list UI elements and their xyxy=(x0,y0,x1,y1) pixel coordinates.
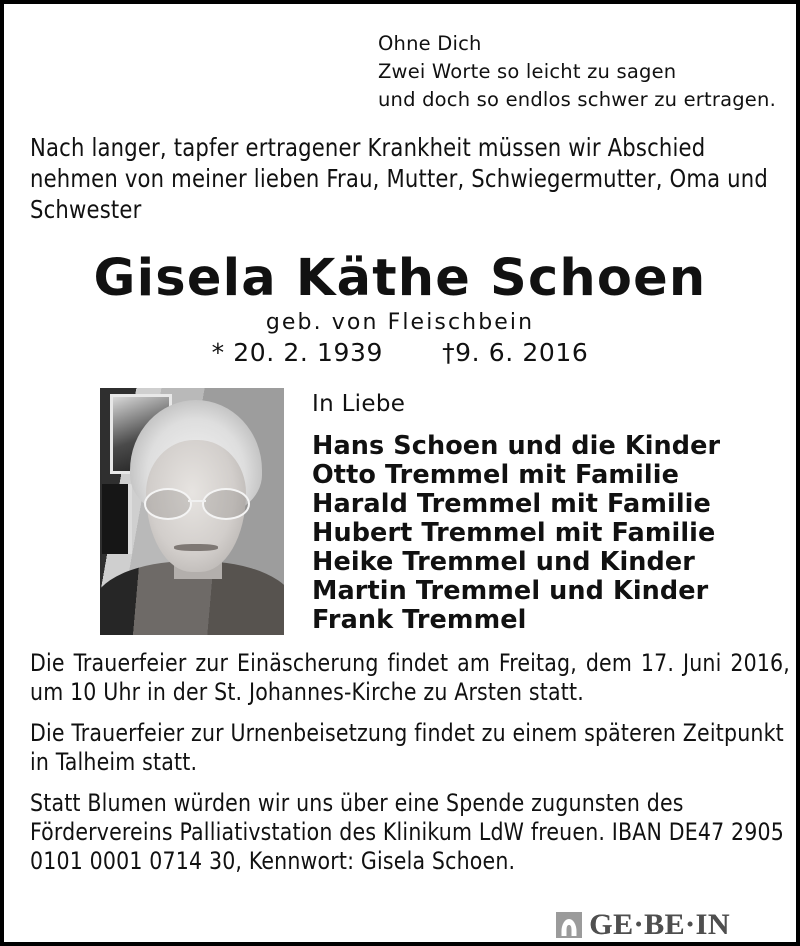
maiden-name: geb. von Fleischbein xyxy=(265,310,535,335)
name-block xyxy=(26,251,774,368)
death-symbol: † xyxy=(442,338,456,367)
birth-symbol: * xyxy=(211,338,225,367)
list-item: Harald Tremmel mit Familie xyxy=(312,489,711,519)
death-date: 9. 6. 2016 xyxy=(455,338,589,367)
list-item: Otto Tremmel mit Familie xyxy=(312,460,679,490)
deceased-name: Gisela Käthe Schoen xyxy=(93,249,707,308)
list-item: Heike Tremmel und Kinder xyxy=(312,547,695,577)
funeral-service-paragraph: Die Trauerfeier zur Einäscherung findet am Freitag, dem 17. Juni 2016, um 10 Uhr in der St. Johannes-Kirche zu Arsten statt. xyxy=(30,649,790,706)
poem-line-3: und doch so endlos schwer zu ertragen. xyxy=(378,88,776,111)
urn-burial-paragraph: Die Trauerfeier zur Urnenbeisetzung findet zu einem späteren Zeitpunkt in Talheim statt. xyxy=(30,719,784,776)
glasses-right-lens xyxy=(202,488,250,520)
gebein-logo xyxy=(556,910,730,940)
closing-block xyxy=(30,649,790,876)
poem-block xyxy=(26,30,774,114)
family-block xyxy=(312,388,774,635)
family-heading: In Liebe xyxy=(312,391,406,417)
donation-paragraph: Statt Blumen würden wir uns über eine Spende zugunsten des Fördervereins Palliativstation des Klinikum LdW freuen. IBAN DE47 2905 0101 0001 0714 30, Kennwort: Gisela Schoen. xyxy=(30,789,785,875)
photo-wall-frame-2 xyxy=(102,484,132,554)
list-item: Martin Tremmel und Kinder xyxy=(312,576,709,606)
intro-paragraph: Nach langer, tapfer ertragener Krankheit müssen wir Abschied nehmen von meiner lieben Frau, Mutter, Schwiegermutter, Oma und Schwester xyxy=(30,133,768,224)
photo-and-family xyxy=(26,388,774,635)
birth-date: 20. 2. 1939 xyxy=(233,338,383,367)
poem-line-2: Zwei Worte so leicht zu sagen xyxy=(378,60,677,83)
portrait-photo xyxy=(100,388,284,635)
notice-inner xyxy=(4,4,796,942)
list-item: Frank Tremmel xyxy=(312,605,527,635)
glasses-icon xyxy=(142,488,252,518)
list-item: Hans Schoen und die Kinder xyxy=(312,431,721,461)
glasses-left-lens xyxy=(144,488,192,520)
poem-line-1: Ohne Dich xyxy=(378,32,482,55)
arch-gate-icon xyxy=(556,912,582,938)
life-dates xyxy=(26,338,774,368)
family-members-list xyxy=(312,432,774,635)
list-item: Hubert Tremmel mit Familie xyxy=(312,518,716,548)
logo-text: GE·BE·IN xyxy=(589,908,730,941)
glasses-bridge xyxy=(188,500,206,502)
photo-mouth xyxy=(174,544,218,551)
